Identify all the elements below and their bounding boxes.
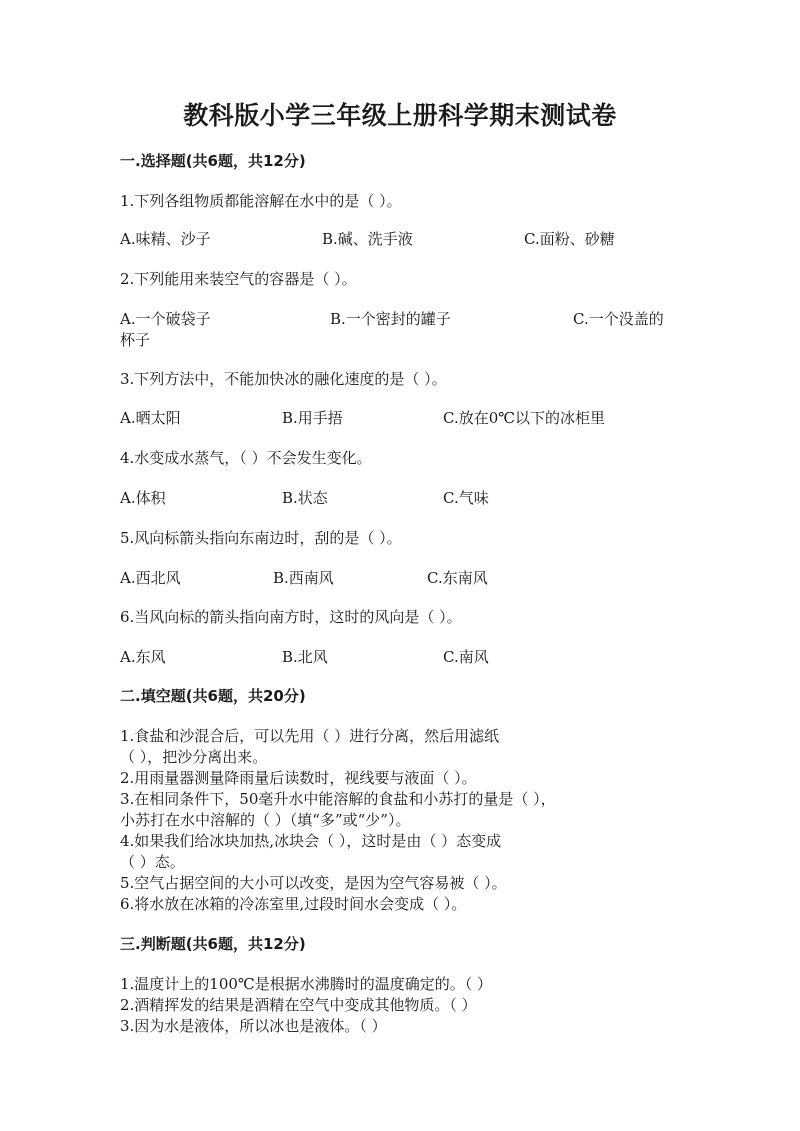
fill-line: （ ），把沙分离出来。 <box>120 748 268 766</box>
option-c: C.一个没盖的 <box>573 310 664 328</box>
option-b: B.状态 <box>282 489 328 507</box>
section-heading-judge: 三.判断题(共6题，共12分) <box>120 935 306 953</box>
option-c: C.气味 <box>443 489 489 507</box>
question-stem: 4.水变成水蒸气，（ ）不会发生变化。 <box>120 449 372 467</box>
judge-line: 3.因为水是液体，所以冰也是液体。（ ） <box>120 1017 387 1035</box>
fill-line: 6.将水放在冰箱的冷冻室里,过段时间水会变成（ ）。 <box>120 895 467 913</box>
option-a: A.味精、沙子 <box>120 230 211 248</box>
fill-line: 2.用雨量器测量降雨量后读数时，视线要与液面（ ）。 <box>120 769 477 787</box>
fill-line: （ ）态。 <box>120 853 185 871</box>
question-stem: 1.下列各组物质都能溶解在水中的是（ ）。 <box>120 192 402 210</box>
option-c: C.面粉、砂糖 <box>524 230 615 248</box>
question-stem: 3.下列方法中，不能加快冰的融化速度的是（ ）。 <box>120 370 447 388</box>
judge-line: 1.温度计上的100℃是根据水沸腾时的温度确定的。（ ） <box>120 975 492 993</box>
option-c: C.南风 <box>443 648 489 666</box>
section-heading-fill: 二.填空题(共6题，共20分) <box>120 687 306 705</box>
option-c: C.放在0℃以下的冰柜里 <box>443 409 606 427</box>
judge-line: 2.酒精挥发的结果是酒精在空气中变成其他物质。（ ） <box>120 996 477 1014</box>
question-stem: 2.下列能用来装空气的容器是（ ）。 <box>120 270 357 288</box>
option-b: B.一个密封的罐子 <box>330 310 451 328</box>
option-a: A.晒太阳 <box>120 409 181 427</box>
fill-line: 小苏打在水中溶解的（ ）（填“多”或“少”）。 <box>120 811 411 829</box>
option-a: A.体积 <box>120 489 166 507</box>
option-b: B.西南风 <box>273 569 334 587</box>
option-b: B.用手捂 <box>282 409 343 427</box>
option-b: B.碱、洗手液 <box>322 230 413 248</box>
question-stem: 5.风向标箭头指向东南边时，刮的是（ ）。 <box>120 529 402 547</box>
option-a: A.东风 <box>120 648 166 666</box>
fill-line: 4.如果我们给冰块加热,冰块会（ ），这时是由（ ）态变成 <box>120 832 502 850</box>
question-stem: 6.当风向标的箭头指向南方时，这时的风向是（ ）。 <box>120 608 462 626</box>
option-a: A.一个破袋子 <box>120 310 211 328</box>
option-b: B.北风 <box>282 648 328 666</box>
section-heading-choice: 一.选择题(共6题，共12分) <box>120 152 306 170</box>
fill-line: 3.在相同条件下，50毫升水中能溶解的食盐和小苏打的量是（ ）， <box>120 790 556 808</box>
option-c-wrap: 杯子 <box>120 331 151 349</box>
fill-line: 1.食盐和沙混合后，可以先用（ ）进行分离，然后用滤纸 <box>120 727 500 745</box>
fill-line: 5.空气占据空间的大小可以改变，是因为空气容易被（ ）。 <box>120 874 507 892</box>
option-a: A.西北风 <box>120 569 181 587</box>
option-c: C.东南风 <box>427 569 488 587</box>
document-title: 教科版小学三年级上册科学期末测试卷 <box>183 101 617 130</box>
